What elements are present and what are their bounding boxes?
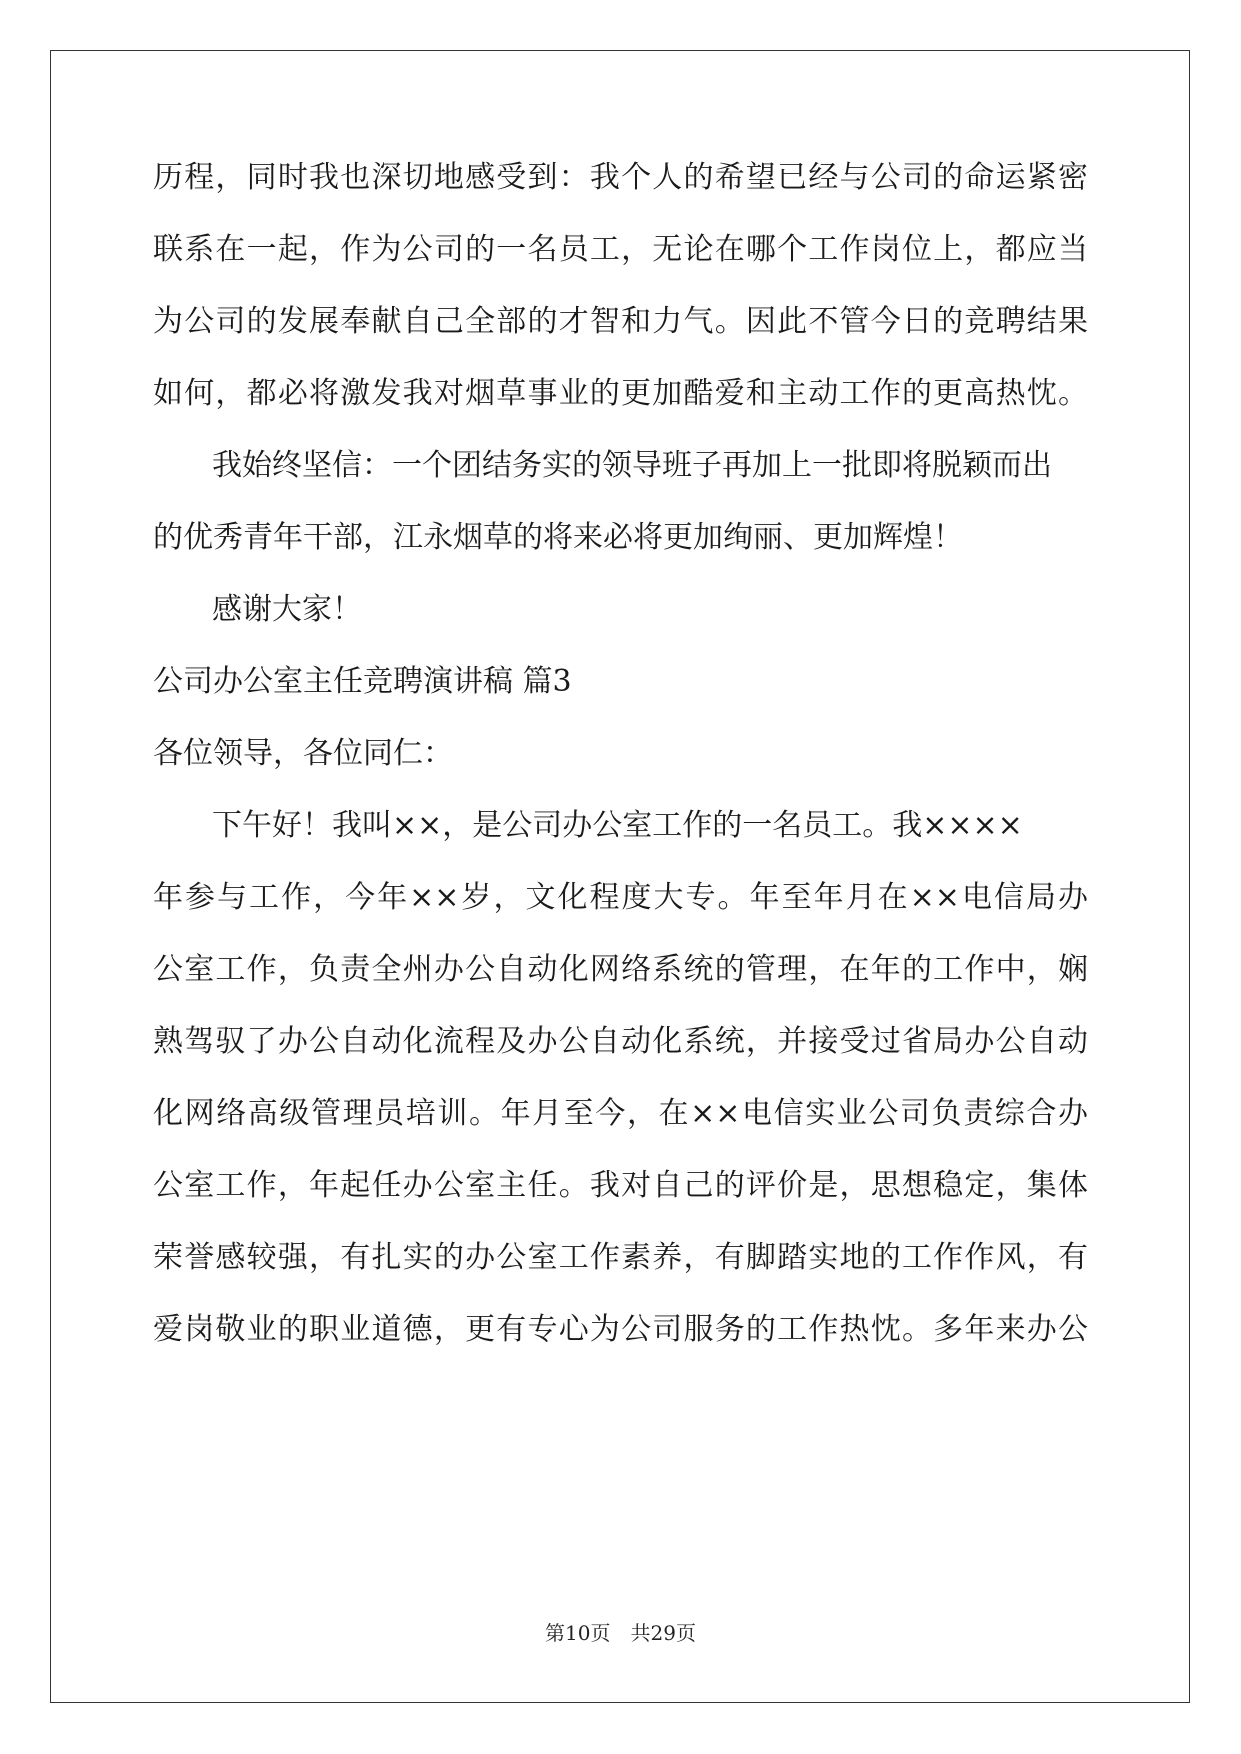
text-line: 公室工作，年起任办公室主任。我对自己的评价是，思想稳定，集体 — [153, 1168, 1088, 1203]
text-line: 公室工作，负责全州办公自动化网络系统的管理，在年的工作中，娴 — [153, 952, 1088, 987]
text-line: 如何，都必将激发我对烟草事业的更加酷爱和主动工作的更高热忱。 — [153, 376, 1088, 411]
paragraph-start-line: 下午好！我叫××，是公司办公室工作的一名员工。我×××× — [212, 808, 1023, 843]
page-footer — [0, 1620, 1241, 1646]
text-line: 为公司的发展奉献自己全部的才智和力气。因此不管今日的竞聘结果 — [153, 304, 1088, 339]
text-line: 熟驾驭了办公自动化流程及办公自动化系统，并接受过省局办公自动 — [153, 1024, 1088, 1059]
current-page-number: 第10页 — [545, 1621, 611, 1645]
text-line: 历程，同时我也深切地感受到：我个人的希望已经与公司的命运紧密 — [153, 160, 1088, 195]
section-heading: 公司办公室主任竞聘演讲稿 篇3 — [153, 664, 572, 699]
closing-line: 感谢大家！ — [212, 592, 362, 627]
text-line: 年参与工作，今年××岁，文化程度大专。年至年月在××电信局办 — [153, 880, 1088, 915]
salutation: 各位领导，各位同仁： — [153, 736, 453, 771]
text-line: 联系在一起，作为公司的一名员工，无论在哪个工作岗位上，都应当 — [153, 232, 1088, 267]
text-line: 化网络高级管理员培训。年月至今，在××电信实业公司负责综合办 — [153, 1096, 1088, 1131]
total-pages: 共29页 — [630, 1621, 696, 1645]
text-line: 的优秀青年干部，江永烟草的将来必将更加绚丽、更加辉煌！ — [153, 520, 963, 555]
paragraph-start-line: 我始终坚信：一个团结务实的领导班子再加上一批即将脱颖而出 — [212, 448, 1052, 483]
text-line: 爱岗敬业的职业道德，更有专心为公司服务的工作热忱。多年来办公 — [153, 1312, 1088, 1347]
page-border — [50, 50, 1190, 1703]
text-line: 荣誉感较强，有扎实的办公室工作素养，有脚踏实地的工作作风，有 — [153, 1240, 1088, 1275]
